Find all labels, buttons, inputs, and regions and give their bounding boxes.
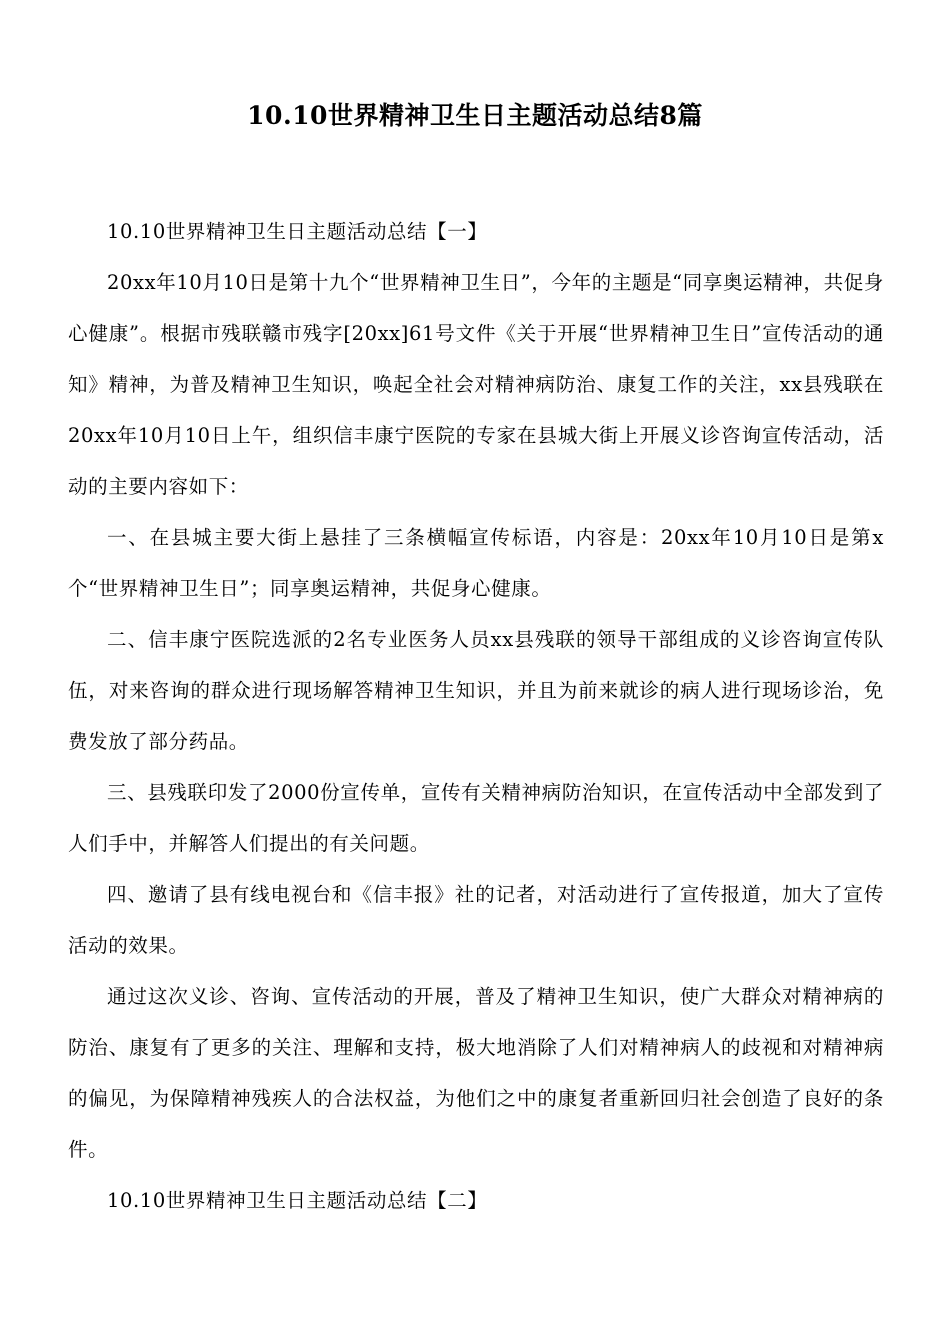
paragraph-intro: 20xx年10月10日是第十九个“世界精神卫生日”，今年的主题是“同享奥运精神，共促身心健康”。根据市残联赣市残字[20xx]61号文件《关于开展“世界精神卫生日”宣传活动的通知》精神，为普及精神卫生知识，唤起全社会对精神病防治、康复工作的关注，xx县残联在20xx年10月10日上午，组织信丰康宁医院的专家在县城大街上开展义诊咨询宣传活动，活动的主要内容如下： [68,271,884,498]
paragraph-item-4: 四、邀请了县有线电视台和《信丰报》社的记者，对活动进行了宣传报道，加大了宣传活动的效果。 [68,883,884,957]
document-body [68,206,884,1226]
paragraph-conclusion: 通过这次义诊、咨询、宣传活动的开展，普及了精神卫生知识，使广大群众对精神病的防治、康复有了更多的关注、理解和支持，极大地消除了人们对精神病人的歧视和对精神病的偏见，为保障精神残疾人的合法权益，为他们之中的康复者重新回归社会创造了良好的条件。 [68,985,884,1161]
paragraph-item-2: 二、信丰康宁医院选派的2名专业医务人员xx县残联的领导干部组成的义诊咨询宣传队伍，对来咨询的群众进行现场解答精神卫生知识，并且为前来就诊的病人进行现场诊治，免费发放了部分药品。 [68,628,884,753]
paragraph-item-3: 三、县残联印发了2000份宣传单，宣传有关精神病防治知识，在宣传活动中全部发到了人们手中，并解答人们提出的有关问题。 [68,781,884,855]
section-heading-1: 10.10世界精神卫生日主题活动总结【一】 [107,220,488,243]
section-heading-2: 10.10世界精神卫生日主题活动总结【二】 [107,1189,488,1212]
document-title: 10.10世界精神卫生日主题活动总结8篇 [247,101,703,130]
paragraph-item-1: 一、在县城主要大街上悬挂了三条横幅宣传标语，内容是：20xx年10月10日是第x个“世界精神卫生日”；同享奥运精神，共促身心健康。 [68,526,884,600]
